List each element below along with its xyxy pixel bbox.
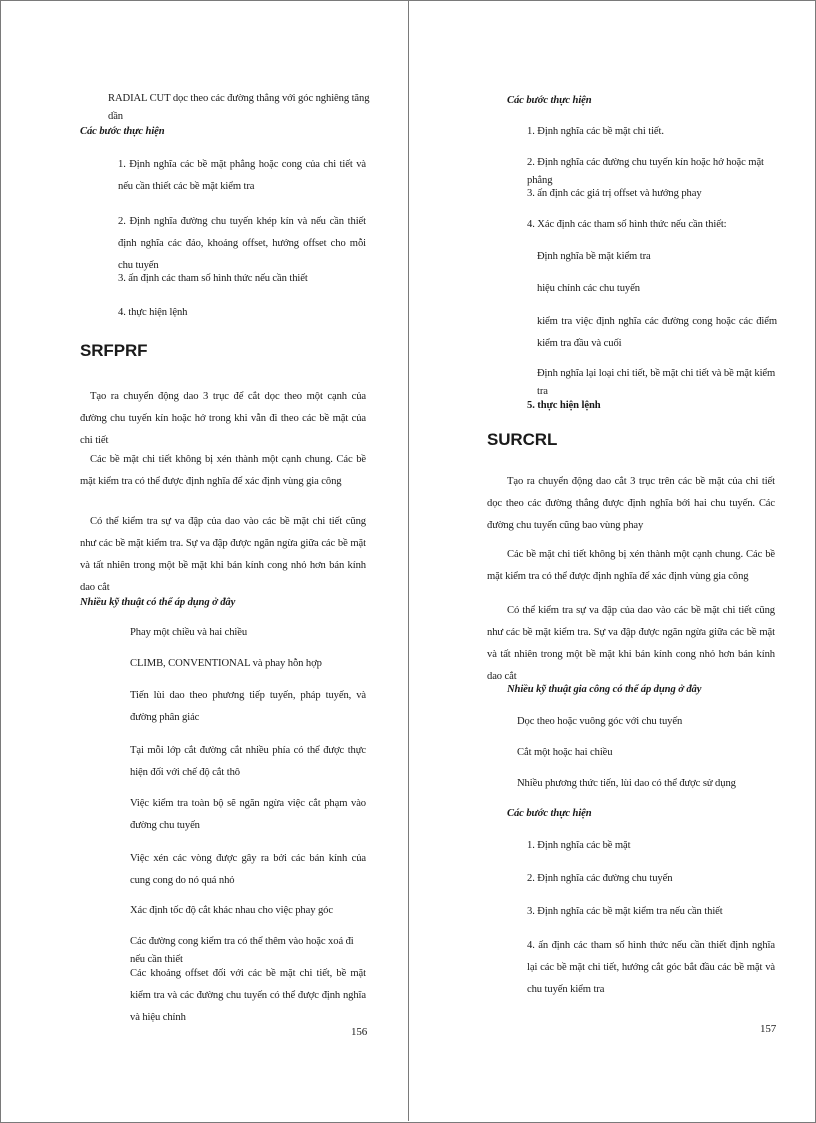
page-number: 157 — [760, 1023, 777, 1035]
technique-item: Tại mỗi lớp cắt đường cắt nhiều phía có thể được thực hiện đối với chế độ cắt thô — [130, 745, 366, 778]
technique-item: Phay một chiều và hai chiều — [130, 627, 248, 638]
step-item: 2. Định nghĩa các đường chu tuyến kín hoặc hở hoặc mặt phẳng — [527, 157, 764, 186]
paragraph: Tạo ra chuyển động dao 3 trục để cắt dọc theo một cạnh của đường chu tuyến kín hoặc hở trong khi vẫn đi theo các bề mặt của chi tiết — [80, 391, 366, 446]
substep-item: Định nghĩa lại loại chi tiết, bề mặt chi tiết và bề mặt kiểm tra — [537, 368, 776, 397]
section-heading: SRFPRF — [80, 341, 148, 360]
paragraph: Có thể kiểm tra sự va đập của dao vào các bề mặt chi tiết cũng như các bề mặt kiểm tra. Sự va đập được ngăn ngừa giữa các bề mặt và tất nhiên trong một bề mặt khi bán kính cong nhỏ hơn bán kính dao cắt — [80, 516, 366, 593]
step-item: 4. Xác định các tham số hình thức nếu cần thiết: — [527, 219, 727, 230]
technique-item: CLIMB, CONVENTIONAL và phay hỗn hợp — [130, 658, 322, 669]
paragraph: Có thể kiểm tra sự va đập của dao vào các bề mặt chi tiết cũng như các bề mặt kiểm tra. Sự va đập được ngăn ngừa giữa các bề mặt và tất nhiên trong một bề mặt khi bán kính cong nhỏ hơn bán kính dao cắt — [487, 605, 775, 682]
technique-item: Việc xén các vòng được gây ra bởi các bán kính của cung cong do nó quá nhỏ — [130, 853, 366, 886]
intro-text: RADIAL CUT dọc theo các đường thẳng với góc nghiêng tăng dần — [108, 93, 370, 122]
paragraph: Tạo ra chuyển động dao cắt 3 trục trên các bề mặt của chi tiết dọc theo các đường thẳng được định nghĩa bởi hai chu tuyến. Các đường chu tuyến cũng bao vùng phay — [487, 476, 775, 531]
page-divider — [408, 0, 409, 1121]
technique-item: Xác định tốc độ cắt khác nhau cho việc phay góc — [130, 905, 333, 916]
step-item: 4. thực hiện lệnh — [118, 307, 188, 318]
substep-item: Định nghĩa bề mặt kiểm tra — [537, 251, 651, 262]
techniques-title: Nhiều kỹ thuật có thể áp dụng ở đây — [80, 597, 236, 608]
final-step: 5. thực hiện lệnh — [527, 400, 601, 411]
steps-title: Các bước thực hiện — [80, 126, 165, 137]
step-item: 1. Định nghĩa các bề mặt chi tiết. — [527, 126, 664, 137]
step-item: 2. Định nghĩa đường chu tuyến khép kín và nếu cần thiết định nghĩa các đảo, khoảng offset, hướng offset cho mỗi chu tuyến — [118, 216, 366, 271]
substep-item: kiểm tra việc định nghĩa các đường cong hoặc các điểm kiểm tra đầu và cuối — [537, 316, 777, 349]
step-item: 3. Định nghĩa các bề mặt kiểm tra nếu cần thiết — [527, 906, 723, 917]
step-item: 3. ấn định các tham số hình thức nếu cần thiết — [118, 273, 308, 284]
step-item: 3. ấn định các giá trị offset và hướng phay — [527, 188, 702, 199]
step-item: 1. Định nghĩa các bề mặt — [527, 840, 631, 851]
right-page — [487, 0, 777, 1121]
paragraph: Các bề mặt chi tiết không bị xén thành một cạnh chung. Các bề mặt kiểm tra có thể được định nghĩa để xác định vùng gia công — [487, 549, 775, 582]
substep-item: hiệu chỉnh các chu tuyến — [537, 283, 640, 294]
step-item: 4. ấn định các tham số hình thức nếu cần thiết định nghĩa lại các bề mặt chi tiết, hướng cắt góc bắt đầu các bề mặt và chu tuyến kiểm tra — [527, 940, 775, 995]
step-item: 1. Định nghĩa các bề mặt phẳng hoặc cong của chi tiết và nếu cần thiết các bề mặt kiểm tra — [118, 159, 366, 192]
technique-item: Dọc theo hoặc vuông góc với chu tuyến — [517, 716, 683, 727]
technique-item: Tiến lùi dao theo phương tiếp tuyến, pháp tuyến, và đường phân giác — [130, 690, 366, 723]
paragraph: Các bề mặt chi tiết không bị xén thành một cạnh chung. Các bề mặt kiểm tra có thể được định nghĩa để xác định vùng gia công — [80, 454, 366, 487]
page-number: 156 — [351, 1026, 368, 1038]
steps-title: Các bước thực hiện — [507, 95, 592, 106]
technique-item: Các đường cong kiểm tra có thể thêm vào hoặc xoá đi nếu cần thiết — [130, 936, 354, 965]
step-item: 2. Định nghĩa các đường chu tuyến — [527, 873, 673, 884]
technique-item: Việc kiểm tra toàn bộ sẽ ngăn ngừa việc cắt phạm vào đường chu tuyến — [130, 798, 366, 831]
left-page — [80, 0, 370, 1121]
steps-title: Các bước thực hiện — [507, 808, 592, 819]
technique-item: Các khoảng offset đối với các bề mặt chi tiết, bề mặt kiểm tra và các đường chu tuyến có thể được định nghĩa và hiệu chỉnh — [130, 968, 366, 1023]
technique-item: Nhiều phương thức tiến, lùi dao có thể được sử dụng — [517, 778, 736, 789]
section-heading: SURCRL — [487, 430, 558, 449]
technique-item: Cắt một hoặc hai chiều — [517, 747, 613, 758]
techniques-title: Nhiều kỹ thuật gia công có thể áp dụng ở đây — [507, 684, 702, 695]
